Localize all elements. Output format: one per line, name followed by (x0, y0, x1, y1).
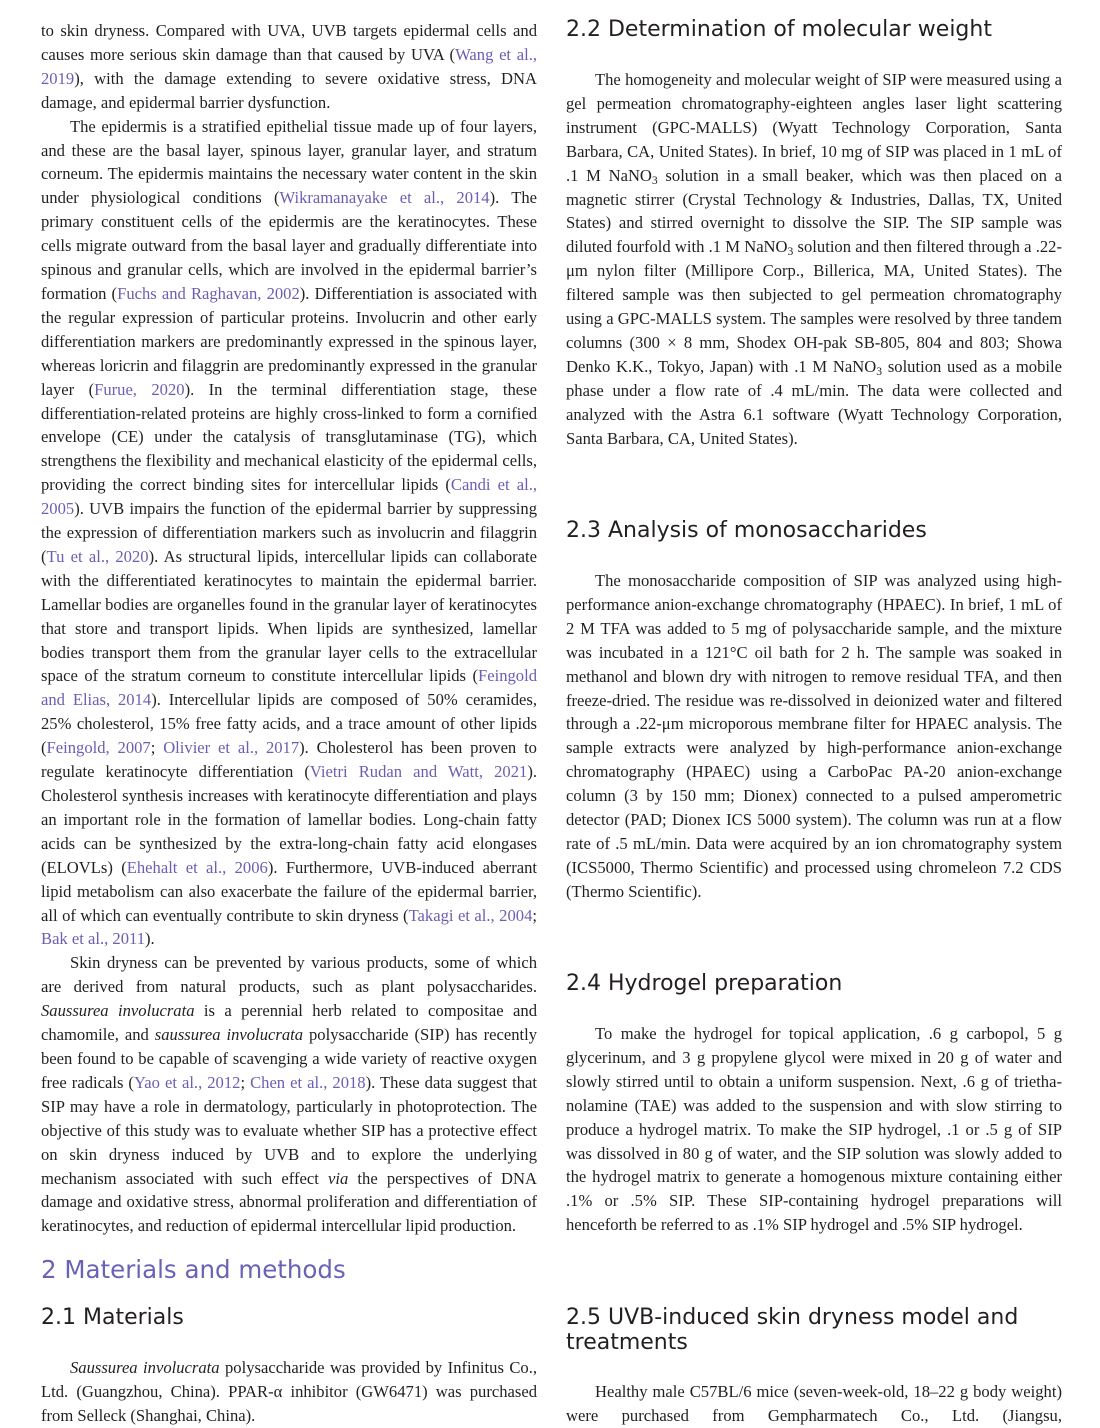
italic-species-name: Saussurea involucrata (41, 1001, 195, 1021)
citation-link[interactable]: Candi et al., 2005 (41, 475, 537, 519)
text: polysaccharide (SIP) has recently been found to be capable of scavenging a wide variety of reactive oxygen free radicals ( (41, 1025, 538, 1092)
paragraph-hydrogel: To make the hydrogel for topical application, .6 g carbopol, 5 g glycerinum, and 3 g propylene glycol were mixed in 20 g of water and slowly stirred until to obtain a uniform suspension. Next, .6 g of trietha-nolamine (TAE) was added to the suspension and with slow stirring to produce a hydrogel matrix. To make the SIP hydrogel, .1 or .5 g of SIP was dissolved in 80 g of water, and the SIP solution was slowly added to the hydrogel matrix to generate a homogenous mixture containing either .1% or .5% SIP. These SIP-containing hydrogel preparations will henceforth be referred to as .1% SIP hydrogel and .5% SIP hydrogel. (566, 1024, 1062, 1235)
text: The homogeneity and molecular weight of SIP were measured using a gel permeation chromatography-eighteen angles laser light scattering instrument (GPC-MALLS) (Wyatt Technology Corporation, Santa Barbara, CA, United States). In brief, 10 mg of SIP was placed in 1 mL of .1 M NaNO (566, 70, 1062, 185)
citation-link[interactable]: Furue, 2020 (94, 379, 185, 399)
section-2-1-heading-block (41, 1305, 537, 1330)
subscript: 3 (876, 364, 883, 378)
paragraph-sip-objective (41, 951, 537, 1238)
section-2-4-body (566, 1022, 1062, 1237)
paragraph-uvb-model: Healthy male C57BL/6 mice (seven-week-old, 18–22 g body weight) were purchased from Gempharmatech Co., Ltd. (Jiangsu, (566, 1382, 1062, 1425)
italic-species-name: saussurea involucrata (154, 1025, 304, 1045)
text: is a perennial herb related to compositae and chamomile, and (41, 1001, 537, 1045)
citation-link[interactable]: Wikramanayake et al., 2014 (279, 188, 490, 208)
text: ). These data suggest that SIP may have a role in dermatology, particularly in photoprotection. The objective of this study was to evaluate whether SIP has a protective effect on skin dryness induced by UVB and to explore the underlying mechanism associated with such effect (41, 1072, 537, 1188)
text: the perspectives of DNA damage and oxidative stress, abnormal proliferation and differentiation of keratinocytes, and reduction of epidermal intercellular lipid production. (41, 1168, 537, 1236)
italic-word: via (327, 1168, 349, 1188)
text: solution used as a mobile phase under a flow rate of .4 mL/min. The data were collected and analyzed with the Astra 6.1 software (Wyatt Technology Corporation, Santa Barbara, CA, United States). (566, 356, 1062, 448)
subsection-heading-uvb-model: 2.5 UVB-induced skin dryness model and treatments (566, 1305, 1019, 1355)
citation-link[interactable]: Feingold and Elias, 2014 (41, 666, 537, 710)
section-2-1-body (41, 1356, 537, 1428)
subsection-heading-hydrogel: 2.4 Hydrogel preparation (566, 971, 843, 996)
text: ). Cholesterol has been proven to regulate keratinocyte differentiation ( (41, 738, 537, 782)
section-2-5-heading-block (566, 1305, 1036, 1355)
text: ). In the terminal differentiation stage, these differentiation-related proteins are highly cross-linked to form a cornified envelope (CE) under the catalysis of transglutaminase (TG), which strengthens the flexibility and mechanical elasticity of the epidermal cells, providing the correct binding sites for intercellular lipids ( (41, 379, 537, 495)
citation-link[interactable]: Yao et al., 2012 (133, 1072, 241, 1092)
section-2-2-body (566, 68, 1062, 451)
text: ). Differentiation is associated with the regular expression of particular proteins. Involucrin and other early differentiation markers are predominantly expressed in the spinous layer, whereas loricrin and filaggrin are predominantly expressed in the granular layer ( (41, 283, 537, 399)
text: ). Intercellular lipids are composed of 50% ceramides, 25% cholesterol, 15% free fatty acids, and a trace amount of other lipids ( (41, 690, 537, 758)
citation-link[interactable]: Fuchs and Raghavan, 2002 (117, 283, 300, 303)
paragraph-monosaccharides: The monosaccharide composition of SIP was analyzed using high-performance anion-exchange chromatography (HPAEC). In brief, 1 mL of 2 M TFA was added to 5 mg of polysaccharide sample, and the mixture was incubated in a 121°C oil bath for 2 h. The sample was soaked in methanol and blown dry with nitrogen to remove residual TFA, and then freeze-dried. The residue was re-dissolved in deionized water and filtered through a .22-μm microporous membrane filter for HPAEC analysis. The sample extracts were analyzed by high-performance anion-exchange chromatography (HPAEC) using a CarboPac PA-20 anion-exchange column (3 by 150 mm; Dionex) connected to a pulsed amperometric detector (PAD; Dionex ICS 5000 system). The column was run at a flow rate of .5 mL/min. Data were acquired by an ion chromatography system (ICS5000, Thermo Scientific) and processed using chromeleon 7.2 CDS (Thermo Scientific). (566, 571, 1062, 901)
subsection-heading-monosaccharides: 2.3 Analysis of monosaccharides (566, 518, 927, 543)
text: to skin dryness. Compared with UVA, UVB targets epidermal cells and causes more serious skin damage than that caused by UVA ( (41, 21, 537, 64)
section-2-4-heading-block (566, 971, 1062, 996)
text: ). As structural lipids, intercellular lipids can collaborate with the differentiated keratinocytes to maintain the epidermal barrier. Lamellar bodies are organelles found in the granular layer of keratinocytes that store and transport lipids. When lipids are synthesized, lamellar bodies transport them from the granular layer cells to the extracellular space of the stratum corneum to constitute intercellular lipids ( (41, 546, 537, 686)
text: ; (532, 905, 537, 925)
text: ; (150, 738, 164, 758)
text: solution and then filtered through a .22-μm nylon filter (Millipore Corp., Billerica, MA, United States). The filtered sample was then subjected to gel permeation chromatography using a GPC-MALLS system. The samples were resolved by three tandem columns (300 × 8 mm, Shodex OH-pak SB-805, 804 and 803; Showa Denko K.K., Tokyo, Japan) with .1 M NaNO (566, 237, 1062, 376)
text: ; (240, 1072, 251, 1092)
text: ), with the damage extending to severe oxidative stress, DNA damage, and epidermal barrier dysfunction. (41, 68, 537, 112)
citation-link[interactable]: Vietri Rudan and Watt, 2021 (309, 762, 528, 782)
paragraph-molecular-weight (566, 68, 1062, 451)
citation-link[interactable]: Olivier et al., 2017 (163, 738, 300, 758)
section-2-heading-block (41, 1255, 537, 1285)
citation-link[interactable]: Ehehalt et al., 2006 (126, 857, 268, 877)
intro-block (41, 19, 537, 1238)
subscript: 3 (787, 245, 794, 259)
citation-link[interactable]: Wang et al., 2019 (41, 44, 537, 88)
section-heading-materials-methods: 2 Materials and methods (41, 1255, 346, 1284)
text: ). Cholesterol synthesis increases with keratinocyte differentiation and plays an important role in the formation of lamellar bodies. Long-chain fatty acids can be synthesized by the extra-long-chain fatty acid elongases (ELOVLs) ( (41, 762, 537, 877)
subsection-heading-materials: 2.1 Materials (41, 1305, 184, 1330)
text: solution in a small beaker, which was then placed on a magnetic stirrer (Crystal Technology & Industries, Dallas, TX, United States) and stirred overnight to dissolve the SIP. The SIP sample was diluted fourfold with .1 M NaNO (566, 165, 1063, 257)
text: The epidermis is a stratified epithelial tissue made up of four layers, and these are the basal layer, spinous layer, granular layer, and stratum corneum. The epidermis maintains the necessary water content in the skin under physiological conditions ( (41, 116, 537, 208)
citation-link[interactable]: Bak et al., 2011 (41, 929, 145, 949)
citation-link[interactable]: Feingold, 2007 (46, 738, 151, 758)
citation-link[interactable]: Chen et al., 2018 (250, 1072, 366, 1092)
section-2-3-body (566, 569, 1062, 904)
text: polysaccharide was provided by Infinitus Co., Ltd. (Guangzhou, China). PPAR-α inhibitor (GW6471) was purchased from Selleck (Shanghai, China). (41, 1358, 537, 1425)
subscript: 3 (651, 173, 658, 187)
section-2-2-heading-block (566, 17, 1062, 42)
citation-link[interactable]: Tu et al., 2020 (46, 546, 149, 566)
text: ). UVB impairs the function of the epidermal barrier by suppressing the expression of differentiation markers such as involucrin and filaggrin ( (41, 499, 537, 566)
italic-species-name: Saussurea involucrata (70, 1358, 220, 1377)
text: ). The primary constituent cells of the epidermis are the keratinocytes. These cells migrate outward from the basal layer and gradually differentiate into spinous and granular cells, which are involved in the epidermal barrier’s formation ( (41, 188, 537, 303)
section-2-3-heading-block (566, 518, 1062, 543)
text: Skin dryness can be prevented by various products, some of which are derived from natural products, such as plant polysaccharides. (41, 953, 537, 997)
paragraph-epidermis (41, 115, 537, 952)
text: ). Furthermore, UVB-induced aberrant lipid metabolism can also exacerbate the failure of the epidermal barrier, all of which can eventually contribute to skin dryness ( (41, 857, 538, 925)
subsection-heading-molecular-weight: 2.2 Determination of molecular weight (566, 17, 992, 42)
paragraph-materials (41, 1356, 537, 1428)
text: ). (145, 929, 155, 949)
section-2-5-body (566, 1380, 1062, 1428)
citation-link[interactable]: Takagi et al., 2004 (408, 905, 533, 925)
paragraph-uvb-damage (41, 19, 537, 115)
